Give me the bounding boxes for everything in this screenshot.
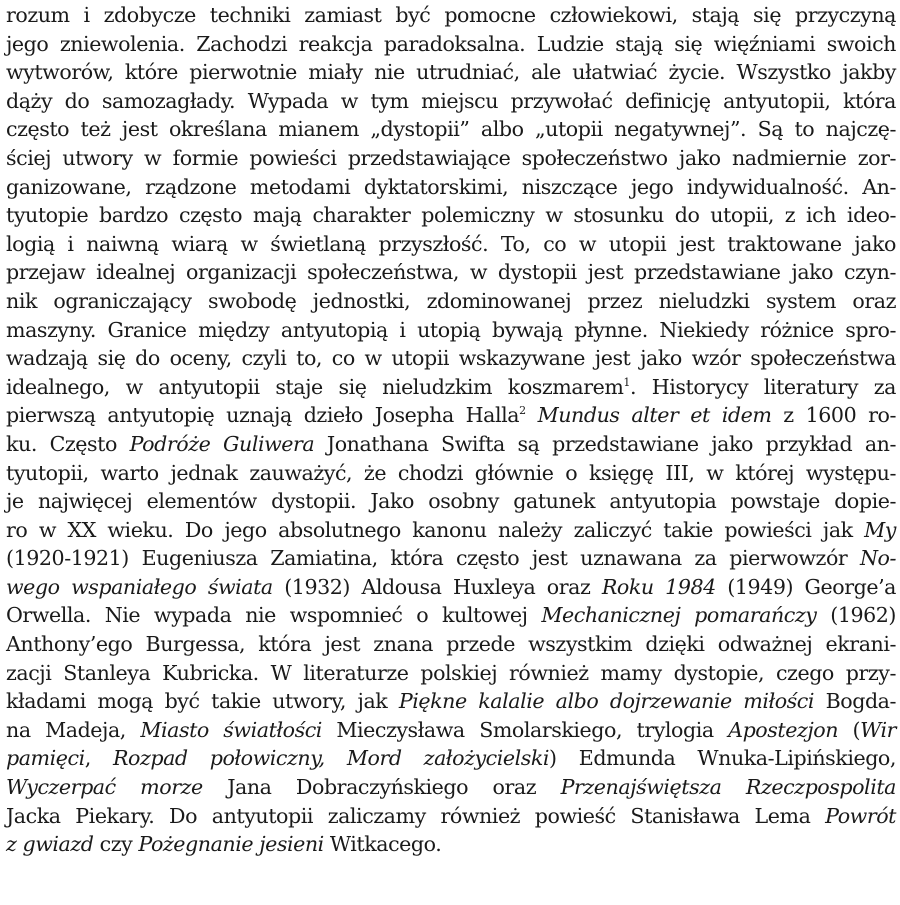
text-line <box>6 144 896 173</box>
italic-title: z gwiazd <box>6 832 94 857</box>
text-run: ( <box>838 717 861 742</box>
text-run: nik ograniczający swobodę jednostki, zdominowanej przez nieludzki system oraz <box>6 288 896 313</box>
text-line <box>6 630 896 659</box>
italic-title: Mundus alter et idem <box>537 403 772 428</box>
text-line <box>6 401 896 430</box>
text-run: tyutopie bardzo często mają charakter polemiczny w stosunku do utopii, z ich ideo- <box>6 203 896 228</box>
text-line <box>6 230 896 259</box>
footnote-marker: 2 <box>519 404 526 418</box>
text-run: dąży do samozagłady. Wypada w tym miejscu przywołać definicję antyutopii, która <box>6 88 896 113</box>
text-run: wytworów, które pierwotnie miały nie utrudniać, ale ułatwiać życie. Wszystko jakby <box>6 60 896 85</box>
text-run: często też jest określana mianem „dystopii” albo „utopii negatywnej”. Są to najczę- <box>6 117 896 142</box>
text-run: , <box>84 746 113 771</box>
italic-title: My <box>864 517 896 542</box>
text-line <box>6 115 896 144</box>
text-run: pierwszą antyutopię uznają dzieło Josepha Halla <box>6 403 520 428</box>
italic-title: Powrót <box>825 803 896 828</box>
text-line <box>6 601 896 630</box>
text-run: kładami mogą być takie utwory, jak <box>6 689 399 714</box>
text-line <box>6 344 896 373</box>
text-line <box>6 201 896 230</box>
text-run: rozum i zdobycze techniki zamiast być pomocne człowiekowi, stają się przyczyną <box>6 3 896 27</box>
text-line <box>6 459 896 488</box>
text-line <box>6 30 896 59</box>
text-run: przejaw idealnej organizacji społeczeństwa, w dystopii jest przedstawiane jako czyn- <box>6 260 896 285</box>
text-run: (1962) <box>816 603 897 628</box>
italic-title: Miasto światłości <box>140 717 322 742</box>
text-run: maszyny. Granice między antyutopią i utopią bywają płynne. Niekiedy różnice spro- <box>6 317 896 342</box>
text-run: Witkacego. <box>323 832 442 857</box>
text-run: na Madeja, <box>6 717 141 742</box>
text-run: wadzają się do oceny, czyli to, co w utopii wskazywane jest jako wzór społeczeństwa <box>6 346 896 371</box>
text-run: ściej utwory w formie powieści przedstawiające społeczeństwo jako nadmiernie zor- <box>6 145 896 170</box>
text-run: Bogda- <box>814 689 897 714</box>
text-run: . Historycy literatury za <box>629 374 896 399</box>
italic-title: Wyczerpać morze <box>6 775 203 800</box>
text-run: z 1600 ro- <box>771 403 896 428</box>
text-line <box>6 430 896 459</box>
text-line <box>6 173 896 202</box>
text-run: ) Edmunda Wnuka-Lipińskiego, <box>549 746 896 771</box>
text-run: (1932) Aldousa Huxleya oraz <box>272 574 602 599</box>
italic-title: Mechanicznej pomarańczy <box>541 603 817 628</box>
text-line <box>6 287 896 316</box>
text-line <box>6 373 896 402</box>
italic-title: No- <box>859 546 896 571</box>
text-line <box>6 659 896 688</box>
text-line <box>6 58 896 87</box>
text-run: Jonathana Swifta są przedstawiane jako przykład an- <box>314 431 896 456</box>
text-line <box>6 744 896 773</box>
text-run: Anthony’ego Burgessa, która jest znana przede wszystkim dzięki odważnej ekrani- <box>6 632 896 657</box>
body-paragraph <box>6 0 896 859</box>
text-line <box>6 573 896 602</box>
text-run: ro w XX wieku. Do jego absolutnego kanonu należy zaliczyć takie powieści jak <box>6 517 865 542</box>
text-run: Mieczysława Smolarskiego, trylogia <box>321 717 729 742</box>
text-line <box>6 830 896 859</box>
footnote-marker: 1 <box>623 375 630 389</box>
text-run: ganizowane, rządzone metodami dyktatorskimi, niszczące jego indywidualność. An- <box>6 174 896 199</box>
text-line <box>6 773 896 802</box>
text-run: Jacka Piekary. Do antyutopii zaliczamy również powieść Stanisława Lema <box>6 803 826 828</box>
text-run: (1920-1921) Eugeniusza Zamiatina, która często jest uznawana za pierwowzór <box>6 546 860 571</box>
italic-title: Przenajświętsza Rzeczpospolita <box>560 775 896 800</box>
text-run: (1949) George’a <box>715 574 897 599</box>
text-line <box>6 1 896 30</box>
italic-title: Pożegnanie jesieni <box>138 832 324 857</box>
italic-title: Piękne kalalie albo dojrzewanie miłości <box>398 689 815 714</box>
text-run <box>526 403 538 427</box>
text-run: ku. Często <box>6 431 130 456</box>
text-run: tyutopii, warto jednak zauważyć, że chodzi głównie o księgę III, w której występu- <box>6 460 896 485</box>
text-line <box>6 316 896 345</box>
italic-title: Roku 1984 <box>601 574 716 599</box>
text-run: Orwella. Nie wypada nie wspomnieć o kultowej <box>6 603 542 628</box>
text-line <box>6 687 896 716</box>
text-run: logią i naiwną wiarą w świetlaną przyszłość. To, co w utopii jest traktowane jako <box>6 231 896 256</box>
text-line <box>6 487 896 516</box>
italic-title: wego wspaniałego świata <box>6 574 273 599</box>
text-run: jego zniewolenia. Zachodzi reakcja paradoksalna. Ludzie stają się więźniami swoich <box>6 31 896 56</box>
text-line <box>6 87 896 116</box>
italic-title: Wir <box>860 717 896 742</box>
text-run: zacji Stanleya Kubricka. W literaturze polskiej również mamy dystopie, czego przy- <box>6 660 896 685</box>
text-line <box>6 716 896 745</box>
text-line <box>6 802 896 831</box>
text-line <box>6 258 896 287</box>
text-run: idealnego, w antyutopii staje się nieludzkim koszmarem <box>6 374 624 399</box>
text-line <box>6 516 896 545</box>
text-run: Jana Dobraczyńskiego oraz <box>202 775 561 800</box>
italic-title: pamięci <box>6 746 85 771</box>
text-run: czy <box>93 832 139 857</box>
text-run: je najwięcej elementów dystopii. Jako osobny gatunek antyutopia powstaje dopie- <box>6 489 896 514</box>
italic-title: Podróże Guliwera <box>129 431 315 456</box>
text-line <box>6 544 896 573</box>
italic-title: Apostezjon <box>728 717 839 742</box>
italic-title: Rozpad połowiczny, Mord założycielski <box>112 746 550 771</box>
